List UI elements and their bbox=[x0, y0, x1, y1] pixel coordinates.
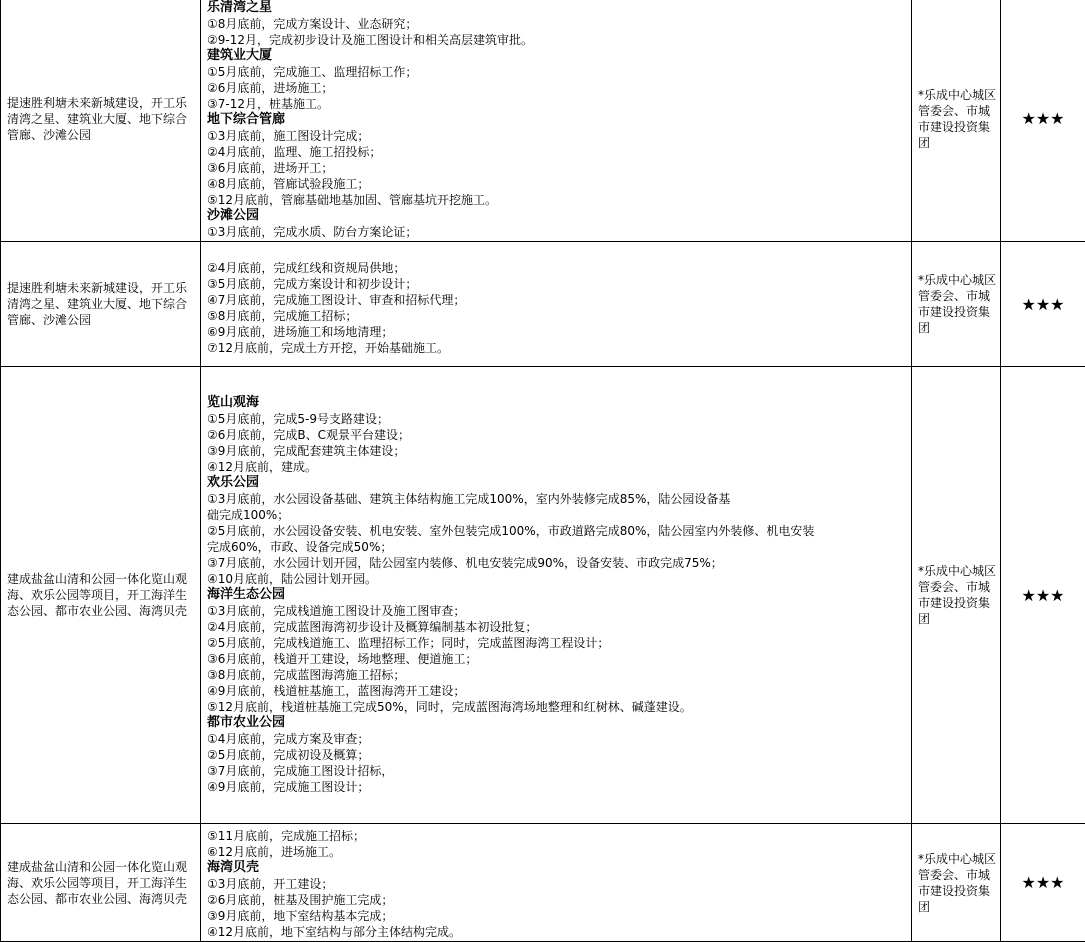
responsible-unit-cell bbox=[912, 0, 1001, 242]
plan-item: ①5月底前，完成5-9号支路建设； bbox=[207, 411, 905, 427]
table-row bbox=[1, 0, 1085, 242]
star-rating: ★★★ bbox=[1021, 295, 1064, 314]
plan-item: ③6月底前，栈道开工建设，场地整理、便道施工； bbox=[207, 651, 905, 667]
plan-item: ③8月底前，完成蓝图海湾施工招标； bbox=[207, 667, 905, 683]
project-heading: 沙滩公园 bbox=[207, 208, 905, 224]
priority-cell bbox=[1001, 367, 1085, 824]
plan-cell bbox=[201, 0, 912, 242]
plan-item: ②4月底前，完成红线和资规局供地； bbox=[207, 260, 905, 276]
responsible-unit-cell bbox=[912, 367, 1001, 824]
plan-item: ①3月底前，完成栈道施工图设计及施工图审查； bbox=[207, 603, 905, 619]
responsible-unit-text: *乐成中心城区管委会、市城市建设投资集团 bbox=[912, 851, 1000, 915]
goal-text: 建成盐盆山清和公园一体化览山观海、欢乐公园等项目，开工海洋生态公园、都市农业公园、海湾贝壳 bbox=[1, 859, 200, 907]
plan-cell bbox=[201, 367, 912, 824]
plan-item: ①3月底前，施工图设计完成； bbox=[207, 128, 905, 144]
plan-list bbox=[201, 824, 911, 940]
plan-cell bbox=[201, 824, 912, 942]
plan-item: ⑤12月底前，管廊基础地基加固、管廊基坑开挖施工。 bbox=[207, 192, 905, 208]
plan-list bbox=[201, 367, 911, 795]
star-rating: ★★★ bbox=[1021, 109, 1064, 128]
plan-cell bbox=[201, 242, 912, 367]
plan-item: 完成60%，市政、设备完成50%； bbox=[207, 539, 905, 555]
plan-item: ④12月底前，地下室结构与部分主体结构完成。 bbox=[207, 924, 905, 940]
plan-item: ②6月底前，进场施工； bbox=[207, 80, 905, 96]
table-row bbox=[1, 367, 1085, 824]
plan-item: ③9月底前，完成配套建筑主体建设； bbox=[207, 443, 905, 459]
plan-item: ⑤11月底前，完成施工招标； bbox=[207, 828, 905, 844]
plan-item: ⑥9月底前，进场施工和场地清理； bbox=[207, 324, 905, 340]
responsible-unit-cell bbox=[912, 824, 1001, 942]
goal-cell bbox=[1, 242, 201, 367]
plan-item: 础完成100%； bbox=[207, 507, 905, 523]
plan-item: ④10月底前，陆公园计划开园。 bbox=[207, 571, 905, 587]
plan-item: ①3月底前，完成水质、防台方案论证； bbox=[207, 224, 905, 240]
plan-item: ④9月底前，完成施工图设计； bbox=[207, 779, 905, 795]
plan-item: ①5月底前，完成施工、监理招标工作； bbox=[207, 64, 905, 80]
priority-cell bbox=[1001, 824, 1085, 942]
plan-item: ①8月底前，完成方案设计、业态研究； bbox=[207, 16, 905, 32]
plan-item: ③5月底前，完成方案设计和初步设计； bbox=[207, 276, 905, 292]
plan-item: ④12月底前，建成。 bbox=[207, 459, 905, 475]
plan-item: ②6月底前，桩基及围护施工完成； bbox=[207, 892, 905, 908]
plan-item: ②5月底前，完成初设及概算； bbox=[207, 747, 905, 763]
plan-item: ③7月底前，完成施工图设计招标， bbox=[207, 763, 905, 779]
goal-cell bbox=[1, 824, 201, 942]
table-body bbox=[1, 0, 1085, 942]
plan-item: ②5月底前，水公园设备安装、机电安装、室外包装完成100%，市政道路完成80%，陆公园室内外装修、机电安装 bbox=[207, 523, 905, 539]
project-heading: 建筑业大厦 bbox=[207, 48, 905, 64]
plan-list bbox=[201, 242, 911, 356]
project-heading: 地下综合管廊 bbox=[207, 112, 905, 128]
plan-item: ⑦12月底前，完成土方开挖，开始基础施工。 bbox=[207, 340, 905, 356]
plan-item: ⑤8月底前，完成施工招标； bbox=[207, 308, 905, 324]
goal-cell bbox=[1, 367, 201, 824]
project-heading: 海湾贝壳 bbox=[207, 860, 905, 876]
plan-item: ⑥12月底前，进场施工。 bbox=[207, 844, 905, 860]
plan-item: ④7月底前，完成施工图设计、审查和招标代理； bbox=[207, 292, 905, 308]
plan-item: ③7-12月，桩基施工。 bbox=[207, 96, 905, 112]
responsible-unit-text: *乐成中心城区管委会、市城市建设投资集团 bbox=[912, 272, 1000, 336]
plan-item: ②4月底前，完成蓝图海湾初步设计及概算编制基本初设批复； bbox=[207, 619, 905, 635]
plan-item: ⑤12月底前，栈道桩基施工完成50%，同时，完成蓝图海湾场地整理和红树林、碱蓬建设。 bbox=[207, 699, 905, 715]
responsible-unit-cell bbox=[912, 242, 1001, 367]
goal-cell bbox=[1, 0, 201, 242]
plan-item: ①4月底前，完成方案及审查； bbox=[207, 731, 905, 747]
table-row bbox=[1, 824, 1085, 942]
plan-item: ③9月底前，地下室结构基本完成； bbox=[207, 908, 905, 924]
star-rating: ★★★ bbox=[1021, 586, 1064, 605]
goal-text: 提速胜利塘未来新城建设，开工乐清湾之星、建筑业大厦、地下综合管廊、沙滩公园 bbox=[1, 280, 200, 328]
project-heading: 都市农业公园 bbox=[207, 715, 905, 731]
project-heading: 乐清湾之星 bbox=[207, 0, 905, 16]
star-rating: ★★★ bbox=[1021, 873, 1064, 892]
plan-item: ③7月底前，水公园计划开园，陆公园室内装修、机电安装完成90%，设备安装、市政完成75%； bbox=[207, 555, 905, 571]
table-row bbox=[1, 242, 1085, 367]
goal-text: 建成盐盆山清和公园一体化览山观海、欢乐公园等项目，开工海洋生态公园、都市农业公园、海湾贝壳 bbox=[1, 571, 200, 619]
responsible-unit-text: *乐成中心城区管委会、市城市建设投资集团 bbox=[912, 87, 1000, 151]
goal-text: 提速胜利塘未来新城建设，开工乐清湾之星、建筑业大厦、地下综合管廊、沙滩公园 bbox=[1, 95, 200, 143]
plan-item: ②5月底前，完成栈道施工、监理招标工作；同时，完成蓝图海湾工程设计； bbox=[207, 635, 905, 651]
plan-item: ①3月底前，开工建设； bbox=[207, 876, 905, 892]
priority-cell bbox=[1001, 242, 1085, 367]
plan-item: ④8月底前，管廊试验段施工； bbox=[207, 176, 905, 192]
plan-list bbox=[201, 0, 911, 240]
plan-item: ③6月底前，进场开工； bbox=[207, 160, 905, 176]
priority-cell bbox=[1001, 0, 1085, 242]
plan-item: ④9月底前，栈道桩基施工，蓝图海湾开工建设； bbox=[207, 683, 905, 699]
project-heading: 海洋生态公园 bbox=[207, 587, 905, 603]
plan-item: ②4月底前，监理、施工招投标； bbox=[207, 144, 905, 160]
responsible-unit-text: *乐成中心城区管委会、市城市建设投资集团 bbox=[912, 563, 1000, 627]
plan-item: ①3月底前，水公园设备基础、建筑主体结构施工完成100%，室内外装修完成85%，陆公园设备基 bbox=[207, 491, 905, 507]
plan-item: ②6月底前，完成B、C观景平台建设； bbox=[207, 427, 905, 443]
project-heading: 欢乐公园 bbox=[207, 475, 905, 491]
plan-item: ②9-12月，完成初步设计及施工图设计和相关高层建筑审批。 bbox=[207, 32, 905, 48]
project-heading: 览山观海 bbox=[207, 395, 905, 411]
